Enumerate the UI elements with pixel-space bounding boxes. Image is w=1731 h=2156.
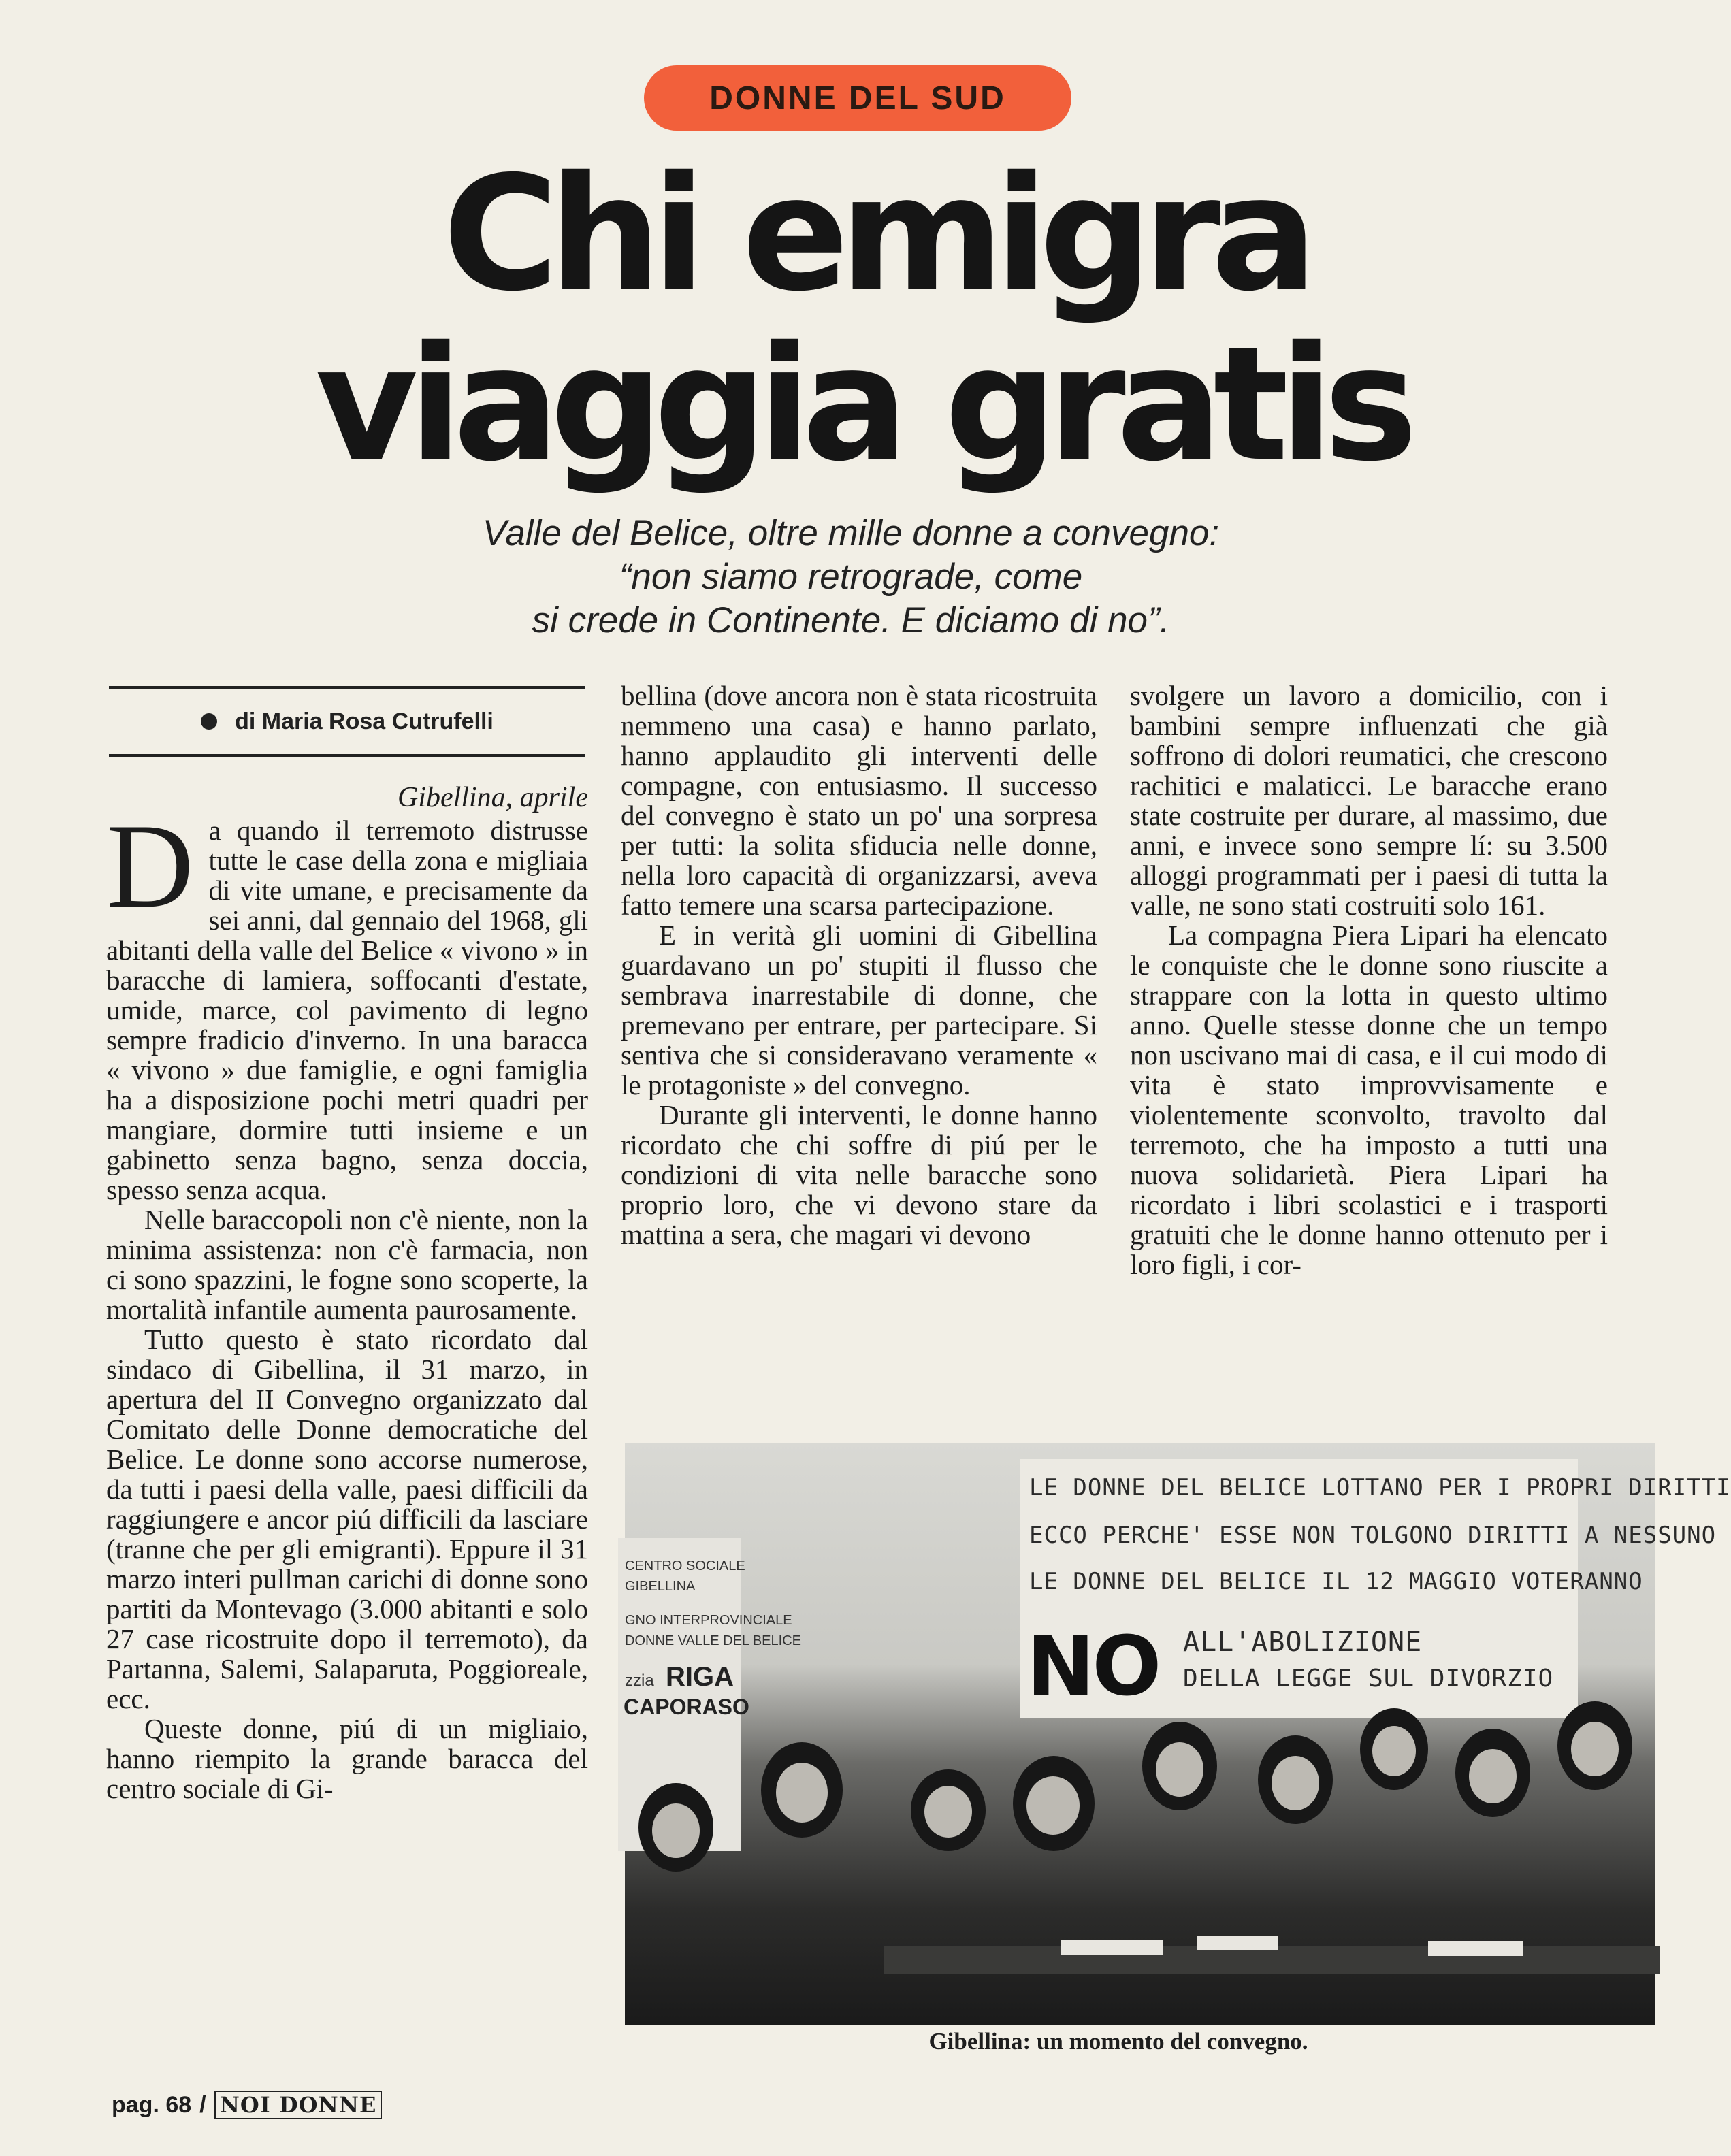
sign-text: GIBELLINA xyxy=(625,1579,696,1594)
banner-text: ECCO PERCHE' ESSE NON TOLGONO DIRITTI A NESSUNO xyxy=(1029,1522,1717,1549)
crowd-illustration xyxy=(625,1742,1655,2025)
subtitle-line-2: “non siamo retrograde, come xyxy=(619,557,1083,597)
protest-banner xyxy=(1020,1459,1731,1718)
sign-text: zzia xyxy=(625,1671,654,1690)
paper-sheet xyxy=(1061,1940,1163,1955)
person-face xyxy=(924,1786,972,1838)
subtitle-line-3: si crede in Continente. E diciamo di no”. xyxy=(532,600,1170,640)
person-face xyxy=(776,1763,828,1823)
subtitle-line-1: Valle del Belice, oltre mille donne a convegno: xyxy=(482,513,1220,553)
byline xyxy=(109,686,585,757)
person-face xyxy=(1026,1776,1080,1835)
table xyxy=(884,1946,1660,1974)
person-face xyxy=(1372,1726,1416,1776)
person-face xyxy=(1156,1742,1203,1797)
article-paragraph: La compagna Piera Lipari ha elencato le conquiste che le donne sono riuscite a strappare con la lotta in questo ultimo anno. Quelle stesse donne che un tempo non uscivano mai di casa, e il cui modo di vita è stato improvvisamente e violentemente sconvolto, travolto dal terremoto, che ha imposto a tutti una nuova solidarietà. Piera Lipari ha ricordato i libri scolastici e i trasporti gratuiti che le donne hanno ottenuto per i loro figli, i cor- xyxy=(1130,919,1608,1280)
photo-caption: Gibellina: un momento del convegno. xyxy=(928,2028,1308,2055)
sign-text: RIGA xyxy=(666,1662,734,1692)
drop-cap: D xyxy=(106,798,194,933)
section-tag: DONNE DEL SUD xyxy=(644,65,1071,131)
person-face xyxy=(1469,1749,1517,1803)
article-paragraph: svolgere un lavoro a domicilio, con i bambini sempre influenzati che già soffrono di dolori reumatici, che crescono rachitici e malaticci. Le baracche erano state costruite per durare, al massimo, due anni, e invece sono sempre lí: su 3.500 alloggi programmati per i paesi di tutta la valle, ne sono stati costruiti solo 161. xyxy=(1130,680,1608,921)
article-column-1 xyxy=(106,783,588,1803)
subtitle xyxy=(354,512,1348,642)
sign-text: CAPORASO xyxy=(624,1695,749,1719)
banner-text: ALL'ABOLIZIONE xyxy=(1183,1627,1423,1658)
convention-photo xyxy=(624,1443,1731,2025)
magazine-logo: NOI DONNE xyxy=(214,2091,383,2119)
bullet-icon xyxy=(201,713,217,730)
headline-line-2: viaggia gratis xyxy=(315,312,1408,496)
person-face xyxy=(1571,1722,1619,1776)
article-paragraph: bellina (dove ancora non è stata ricostruita nemmeno una casa) e hanno parlato, hanno applaudito gli interventi delle compagne, con entusiasmo. Il successo del convegno è stato un po' una sorpresa per tutti: la solita sfiducia nelle donne, nella loro capacità di organizzarsi, aveva fatto temere una scarsa partecipazione. xyxy=(621,680,1097,921)
sign-text: GNO INTERPROVINCIALE xyxy=(625,1613,792,1628)
person-face xyxy=(652,1803,700,1858)
banner-text: LE DONNE DEL BELICE IL 12 MAGGIO VOTERANNO xyxy=(1029,1568,1643,1595)
banner-text: DELLA LEGGE SUL DIVORZIO xyxy=(1183,1665,1554,1693)
article-paragraph: E in verità gli uomini di Gibellina guardavano un po' stupiti il flusso che sembrava inarrestabile di donne, che premevano per entrare, per partecipare. Si sentiva che si consideravano veramente « le protagoniste » del convegno. xyxy=(621,919,1097,1100)
dateline: Gibellina, aprile xyxy=(398,782,588,813)
footer-separator: / xyxy=(199,2091,206,2118)
article-paragraph: Tutto questo è stato ricordato dal sindaco di Gibellina, il 31 marzo, in apertura del II Convegno organizzato dal Comitato delle Donne democratiche del Belice. Le donne sono accorse numerose, da tutti i paesi della valle, paesi difficili da raggiungere e ancor piú difficili da lasciare (tranne che per gli emigranti). Eppure il 31 marzo interi pullman carichi di donne sono partiti da Montevago (3.000 abitanti e solo 27 case ricostruite dopo il terremoto), da Partanna, Salemi, Salaparuta, Poggioreale, ecc. xyxy=(106,1324,588,1714)
page-number: pag. 68 xyxy=(112,2091,192,2118)
article-column-3 xyxy=(1130,681,1608,1279)
paragraph-text: a quando il terremoto distrusse tutte le case della zona e migliaia di vite umane, e precisamente da sei anni, dal gennaio del 1968, gli abitanti della valle del Belice « vivono » in baracche di lamiera, soffocanti d'estate, umide, marce, col pavimento di legno sempre fradicio d'inverno. In una baracca « vivono » due famiglie, e ogni famiglia ha a disposizione pochi metri quadri per mangiare, dormire tutti insieme e un gabinetto senza bagno, senza doccia, spesso senza acqua. xyxy=(106,815,588,1205)
article-column-2 xyxy=(621,681,1097,1250)
paper-sheet xyxy=(1197,1936,1278,1950)
paper-sheet xyxy=(1428,1941,1523,1956)
article-paragraph: Nelle baraccopoli non c'è niente, non la minima assistenza: non c'è farmacia, non ci sono spazzini, le fogne sono scoperte, la mortalità infantile aumenta paurosamente. xyxy=(106,1204,588,1325)
article-paragraph xyxy=(106,798,588,1205)
headline-line-1: Chi emigra xyxy=(442,142,1308,326)
article-paragraph: Durante gli interventi, le donne hanno ricordato che chi soffre di piú per le condizioni di vita nelle baracche sono proprio loro, che vi devono stare da mattina a sera, che magari vi devono xyxy=(621,1099,1097,1250)
sign-text: DONNE VALLE DEL BELICE xyxy=(625,1633,801,1648)
person-face xyxy=(1272,1756,1319,1810)
byline-author: di Maria Rosa Cutrufelli xyxy=(235,708,494,734)
sign-text: CENTRO SOCIALE xyxy=(625,1558,745,1573)
banner-no: NO xyxy=(1026,1620,1159,1714)
article-paragraph: Queste donne, piú di un migliaio, hanno riempito la grande baracca del centro sociale di Gi- xyxy=(106,1713,588,1804)
banner-text: LE DONNE DEL BELICE LOTTANO PER I PROPRI DIRITTI xyxy=(1029,1474,1731,1501)
page-footer xyxy=(112,2091,382,2119)
